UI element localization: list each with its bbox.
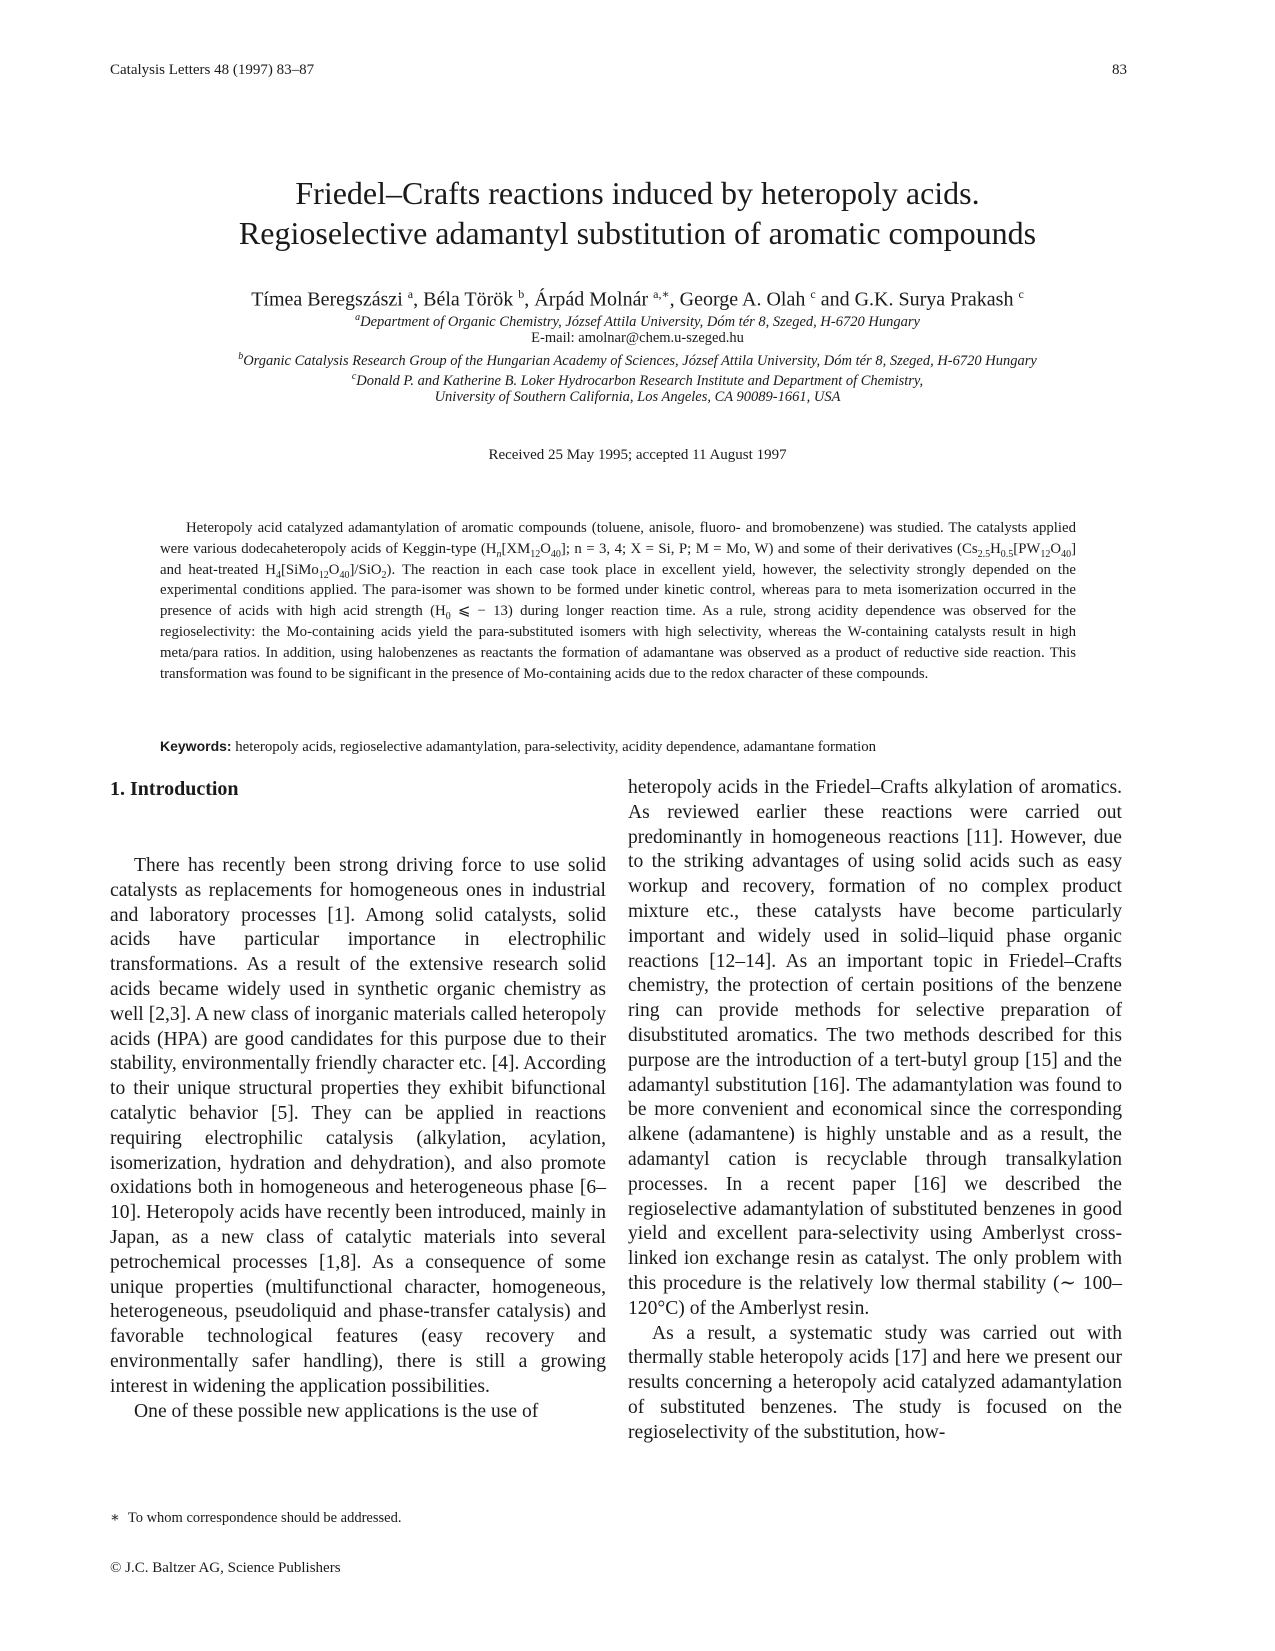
affiliation-mark: c [351, 371, 357, 382]
affiliation-email: E-mail: amolnar@chem.u-szeged.hu [531, 330, 744, 346]
keywords [160, 738, 1076, 756]
abstract: Heteropoly acid catalyzed adamantylation of aromatic compounds (toluene, anisole, fluoro- and bromobenzene) was studied. The catalysts applied were various dodecaheteropoly acids of Keggin-type ($H_n[XM_{12}O_{40}]$; n = 3, 4; X = Si, P; M = Mo, W) and some of their derivatives ($Cs_{2.5}H_{0.5}[PW_{12}O_{40}]$ and heat-treated $H_4[SiMo_{12}O_{40}]/SiO_2$). The reaction in each case took place in excellent yield, however, the selectivity strongly depended on the experimental conditions applied. The para-isomer was shown to be formed under kinetic control, whereas para to meta isomerization occurred in the presence of acids with high acid strength ($H_0$ ⩽ − 13) during longer reaction time. As a rule, strong acidity dependence was observed for the regioselectivity: the Mo-containing acids yield the para-substituted isomers with high selectivity, whereas the W-containing catalysts result in high meta/para ratios. In addition, using halobenzenes as reactants the formation of adamantane was observed as a product of reductive side reaction. This transformation was found to be significant in the presence of Mo-containing acids due to the redox character of these compounds. [160, 520, 1077, 682]
author-name: Tímea Beregszászi [251, 288, 403, 311]
author-affiliation-mark: b [518, 287, 525, 301]
received-dates: Received 25 May 1995; accepted 11 August 1997 [488, 447, 787, 463]
author-separator: , [669, 288, 680, 311]
keywords-label: Keywords: [160, 738, 232, 754]
affiliation-text: Organic Catalysis Research Group of the Hungarian Academy of Sciences, József Attila University, Dóm tér 8, Szeged, H-6720 Hungary [243, 352, 1037, 369]
affiliation-c-line-2: University of Southern California, Los Angeles, CA 90089-1661, USA [434, 389, 841, 405]
author-name: G.K. Surya Prakash [854, 288, 1014, 311]
author-affiliation-mark: a [407, 287, 414, 301]
paragraph: One of these possible new applications is the use of [134, 1400, 539, 1422]
body-column-right [628, 776, 1122, 1446]
author-separator: , [524, 288, 535, 311]
author-affiliation-mark: c [1018, 287, 1024, 301]
journal-citation: Catalysis Letters 48 (1997) 83–87 [110, 62, 315, 78]
author-separator: , [413, 288, 424, 311]
body-column-left [110, 854, 606, 1424]
paragraph: As a result, a systematic study was carried out with thermally stable heteropoly acids [17] and here we present our results concerning a heteropoly acid catalyzed adamantylation of substituted benzenes. The study is focused on the regioselectivity of the substitution, how- [628, 1322, 1122, 1443]
author-name: Béla Török [423, 288, 514, 311]
paragraph: heteropoly acids in the Friedel–Crafts alkylation of aromatics. As reviewed earlier these reactions were carried out predominantly in homogeneous reactions [11]. However, due to the striking advantages of using solid acids such as easy workup and recovery, formation of no complex product mixture etc., these catalysts have become particularly important and widely used in solid–liquid phase organic reactions [12–14]. As an important topic in Friedel–Crafts chemistry, the protection of certain positions of the benzene ring can provide methods for selective preparation of disubstituted aromatics. The two methods described for this purpose are the introduction of a tert-butyl group [15] and the adamantyl substitution [16]. The adamantylation was found to be more convenient and economical since the corresponding alkene (adamantene) is highly unstable and as a result, the adamantyl cation is recyclable through transalkylation processes. In a recent paper [16] we described the regioselective adamantylation of substituted benzenes in good yield and excellent para-selectivity using Amberlyst cross-linked ion exchange resin as catalyst. The only problem with this procedure is the relatively low thermal stability (∼ 100–120°C) of the Amberlyst resin. [628, 777, 1122, 1319]
affiliation-mark: a [355, 312, 361, 323]
author-name: George A. Olah [679, 288, 806, 311]
affiliation-text: Donald P. and Katherine B. Loker Hydrocarbon Research Institute and Department of Chemistry, [356, 372, 924, 389]
author-name: Árpád Molnár [534, 288, 649, 311]
paragraph: There has recently been strong driving force to use solid catalysts as replacements for homogeneous ones in industrial and laboratory processes [1]. Among solid catalysts, solid acids have particular importance in electrophilic transformations. As a result of the extensive research solid acids became widely used in synthetic organic chemistry as well [2,3]. A new class of inorganic materials called heteropoly acids (HPA) are good candidates for this purpose due to their stability, environmentally friendly character etc. [4]. According to their unique structural properties they exhibit bifunctional catalytic behavior [5]. They can be applied in reactions requiring electrophilic catalysis (alkylation, acylation, isomerization, hydration and dehydration), and also promote oxidations both in homogeneous and heterogeneous phase [6–10]. Heteropoly acids have recently been introduced, mainly in Japan, as a new class of catalytic materials into several petrochemical processes [1,8]. As a consequence of some unique properties (multifunctional character, homogeneous, heterogeneous, pseudoliquid and phase-transfer catalysis) and favorable technological features (easy recovery and environmentally safer handling), there is still a growing interest in widening the application possibilities. [110, 855, 606, 1397]
paper-title-line-2: Regioselective adamantyl substitution of aromatic compounds [238, 215, 1037, 251]
footnote-mark: ∗ [110, 1510, 120, 1526]
author-affiliation-mark: a,∗ [653, 287, 670, 301]
page-number: 83 [1112, 62, 1127, 78]
publisher-line: © J.C. Baltzer AG, Science Publishers [110, 1560, 341, 1576]
affiliation-mark: b [238, 351, 244, 362]
footnote-text: To whom correspondence should be addressed. [127, 1510, 402, 1526]
keywords-text: heteropoly acids, regioselective adamantylation, para-selectivity, acidity dependence, adamantane formation [235, 739, 877, 755]
author-separator: and [815, 288, 855, 311]
footnote [110, 1510, 401, 1527]
section-heading: 1. Introduction [110, 778, 239, 800]
author-affiliation-mark: c [810, 287, 816, 301]
affiliation-text: Department of Organic Chemistry, József Attila University, Dóm tér 8, Szeged, H-6720 Hungary [360, 313, 920, 330]
paper-title-line-1: Friedel–Crafts reactions induced by heteropoly acids. [295, 175, 980, 211]
